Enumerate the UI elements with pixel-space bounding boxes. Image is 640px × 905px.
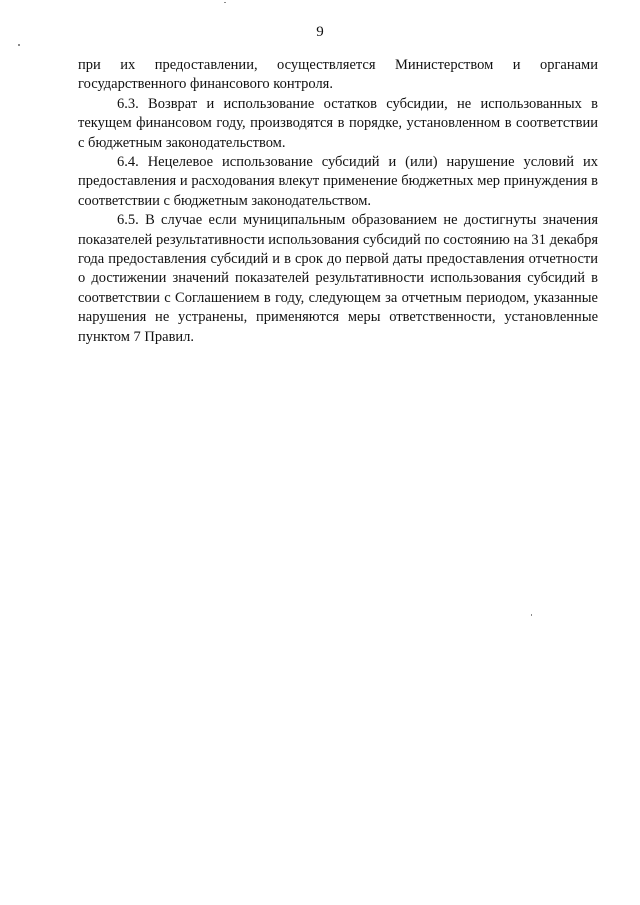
scan-speck	[224, 2, 226, 3]
paragraph-6-3: 6.3. Возврат и использование остатков субсидии, не использованных в текущем финансовом году, производятся в порядке, установленном в соответствии с бюджетным законодательством.	[78, 95, 598, 151]
document-body	[78, 56, 598, 347]
paragraph-6-5: 6.5. В случае если муниципальным образованием не достигнуты значения показателей результативности использования субсидий по состоянию на 31 декабря года предоставления субсидий и в срок до первой даты предоставления отчетности о достижении значений показателей результативности использования субсидий в соответствии с Соглашением в году, следующем за отчетным периодом, указанные нарушения не устранены, применяются меры ответственности, установленные пунктом 7 Правил.	[78, 212, 598, 345]
scan-speck	[18, 44, 20, 46]
page-number: 9	[316, 24, 324, 40]
paragraph-6-4: 6.4. Нецелевое использование субсидий и (или) нарушение условий их предоставления и расходования влекут применение бюджетных мер принуждения в соответствии с бюджетным законодательством.	[78, 154, 598, 209]
scan-speck	[531, 614, 532, 616]
paragraph-continuation: при их предоставлении, осуществляется Министерством и органами государственного финансового контроля.	[78, 57, 598, 93]
